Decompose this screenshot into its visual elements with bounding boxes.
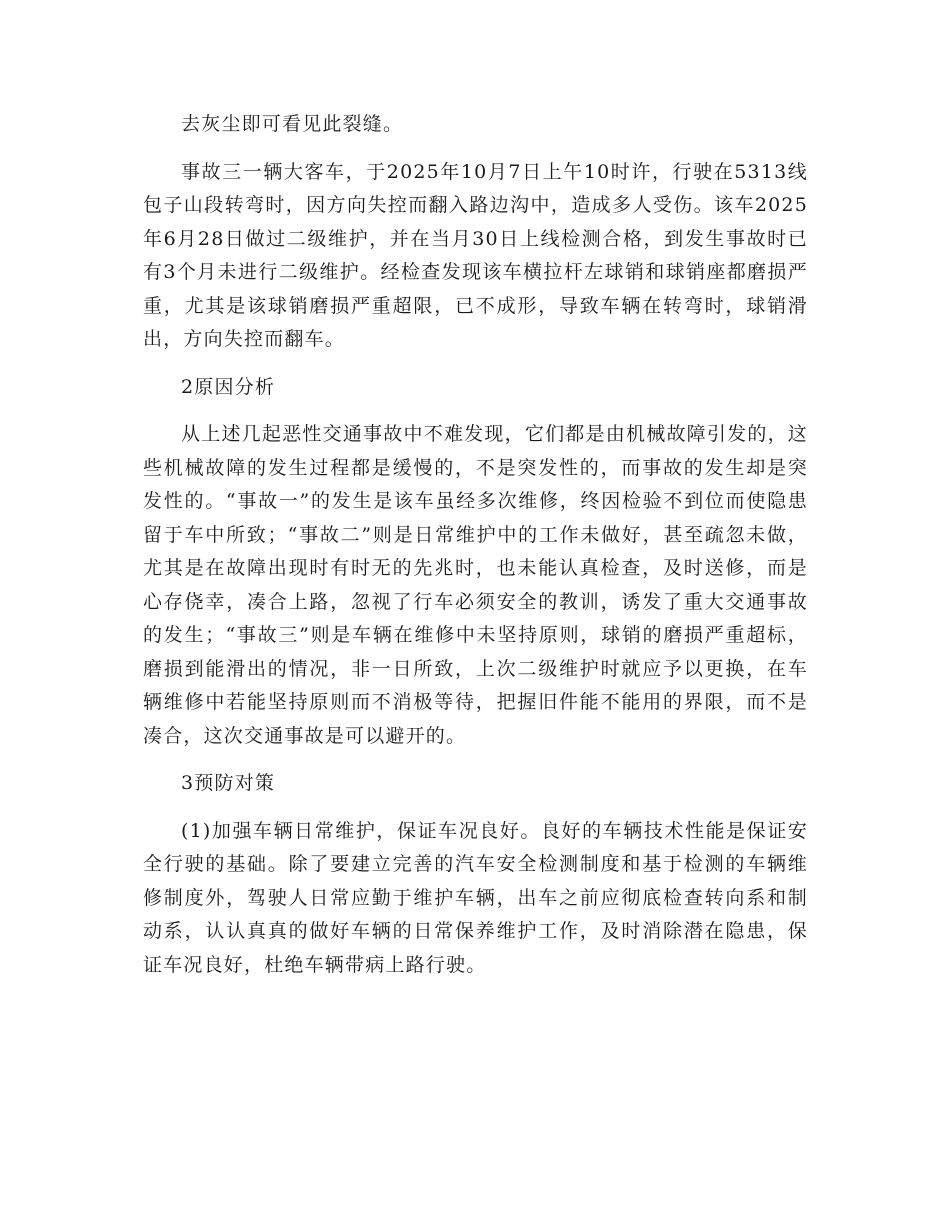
paragraph-cause-analysis: 从上述几起恶性交通事故中不难发现，它们都是由机械故障引发的，这些机械故障的发生过程都是缓慢的，不是突发性的，而事故的发生却是突发性的。“事故一”的发生是该车虽经多次维修，终因检验不到位而使隐患留于车中所致；“事故二”则是日常维护中的工作未做好，甚至疏忽未做，尤其是在故障出现时有时无的先兆时，也未能认真检查，及时送修，而是心存侥幸，凑合上路，忽视了行车必须安全的教训，诱发了重大交通事故的发生；“事故三”则是车辆在维修中未坚持原则，球销的磨损严重超标，磨损到能滑出的情况，非一日所致，上次二级维护时就应予以更换，在车辆维修中若能坚持原则而不消极等待，把握旧件能不能用的界限，而不是凑合，这次交通事故是可以避开的。 — [143, 423, 808, 747]
section-heading-cause-analysis: 2原因分析 — [181, 375, 276, 398]
paragraph-continuation: 去灰尘即可看见此裂缝。 — [181, 113, 404, 135]
paragraph-accident-three: 事故三一辆大客车，于2025年10月7日上午10时许，行驶在5313线包子山段转弯时，因方向失控而翻入路边沟中，造成多人受伤。该车2025年6月28日做过二级维护，并在当月30日上线检测合格，到发生事故时已有3个月未进行二级维护。经检查发现该车横拉杆左球销和球销座都磨损严重，尤其是该球销磨损严重超限，已不成形，导致车辆在转弯时，球销滑出，方向失控而翻车。 — [143, 160, 808, 350]
section-heading-prevention: 3预防对策 — [181, 772, 276, 794]
paragraph-prevention-1: (1)加强车辆日常维护，保证车况良好。良好的车辆技术性能是保证安全行驶的基础。除了要建立完善的汽车安全检测制度和基于检测的车辆维修制度外，驾驶人日常应勤于维护车辆，出车之前应彻底检查转向系和制动系，认认真真的做好车辆的日常保养维护工作，及时消除潜在隐患，保证车况良好，杜绝车辆带病上路行驶。 — [143, 819, 808, 976]
document-body — [143, 108, 808, 982]
